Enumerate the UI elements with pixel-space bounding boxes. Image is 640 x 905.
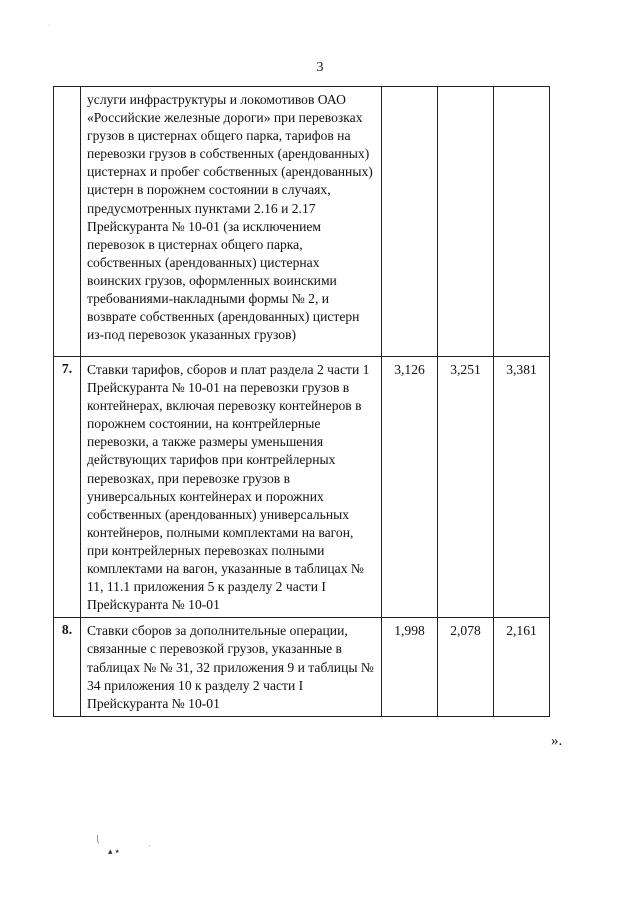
table-row <box>54 357 550 618</box>
table-row <box>54 618 550 716</box>
value-cell: 2,078 <box>438 618 494 716</box>
value-cell: 3,251 <box>438 357 494 618</box>
value-cell: 2,161 <box>494 618 550 716</box>
scan-speck: ▴ ٭ <box>108 846 120 856</box>
row-description <box>81 87 382 357</box>
row-description <box>81 357 382 618</box>
row-description <box>81 618 382 716</box>
value-cell: 3,126 <box>382 357 438 618</box>
value-cell: 1,998 <box>382 618 438 716</box>
value-cell: 3,381 <box>494 357 550 618</box>
row-text: Ставки тарифов, сборов и плат раздела 2 части 1 Прейскуранта № 10-01 на перевозки грузов в контейнерах, включая перевозку контейнеров в порожнем состоянии, на контрейлерные перевозки, а также размеры уменьшения действующих тарифов при контрейлерных перевозках, при перевозке грузов в универсальных контейнерах и порожних собственных (арендованных) универсальных контейнеров, полными комплектами на вагон, при контрейлерных перевозках полными комплектами на вагон, указанные в таблицах № 11, 11.1 приложения 5 к разделу 2 части I Прейскуранта № 10-01 <box>87 362 370 613</box>
closing-quote-mark: ». <box>551 733 563 749</box>
value-cell <box>438 87 494 357</box>
value-cell <box>494 87 550 357</box>
row-text: Ставки сборов за дополнительные операции, связанные с перевозкой грузов, указанные в таблицах № № 31, 32 приложения 9 и таблицы № 34 приложения 10 к разделу 2 части I Прейскуранта № 10-01 <box>87 623 374 711</box>
row-text: услуги инфраструктуры и локомотивов ОАО «Российские железные дороги» при перевозках грузов в цистернах общего парка, тарифов на перевозки грузов в собственных (арендованных) цистернах и пробег собственных (арендованных) цистерн в порожнем состоянии в случаях, предусмотренных пунктами 2.16 и 2.17 Прейскуранта № 10-01 (за исключением перевозок в цистернах общего парка, собственных (арендованных) цистернах воинских грузов, оформленных воинскими требованиями-накладными формы № 2, и возврате собственных (арендованных) цистерн из-под перевозок указанных грузов) <box>87 92 373 343</box>
scan-speck: · <box>48 23 50 29</box>
value-cell <box>382 87 438 357</box>
scan-speck: · <box>148 842 151 851</box>
rates-table <box>53 86 550 717</box>
page-number: 3 <box>316 60 324 75</box>
row-number <box>54 87 81 357</box>
table-row <box>54 87 550 357</box>
row-number: 8. <box>54 618 81 716</box>
row-number: 7. <box>54 357 81 618</box>
scan-speck: \ <box>94 831 101 847</box>
